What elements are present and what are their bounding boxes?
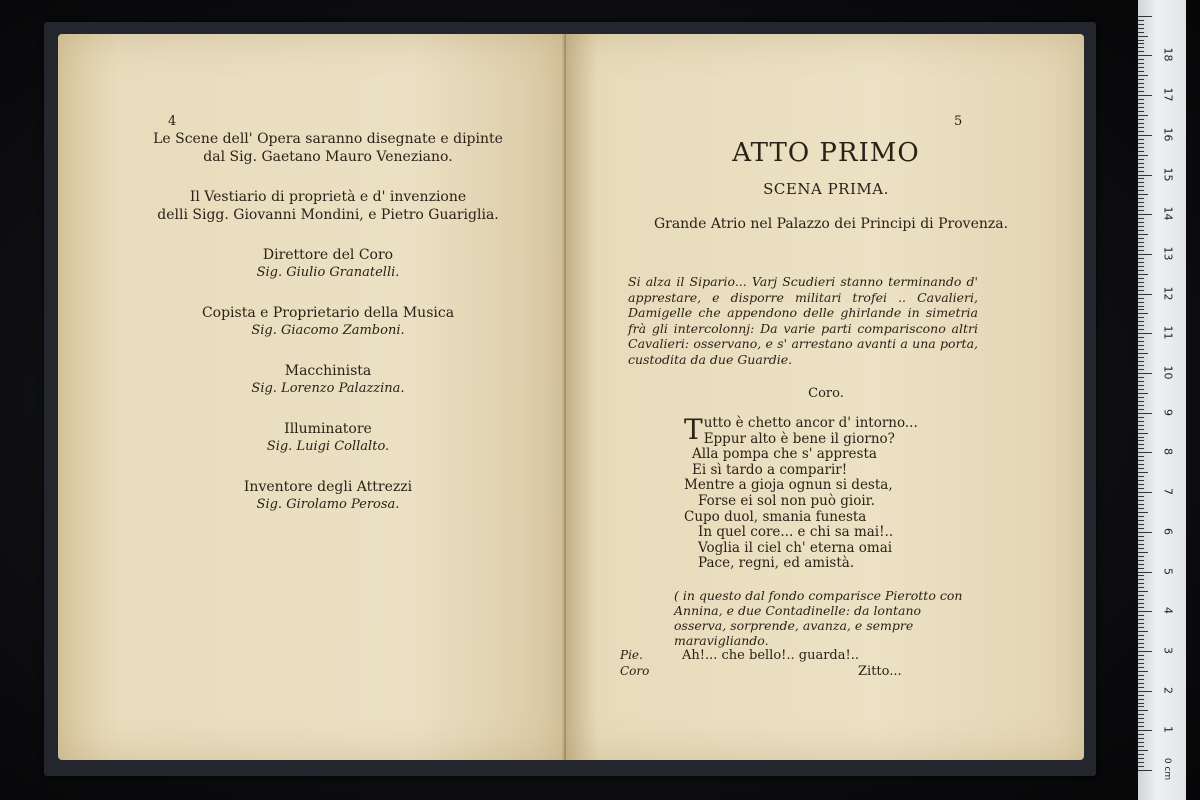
ruler-tick [1138, 532, 1152, 533]
verse-line: Mentre a gioja ognun si desta, [684, 477, 893, 494]
ruler-tick [1138, 139, 1144, 140]
ruler-tick [1138, 480, 1144, 481]
ruler-tick [1138, 595, 1144, 596]
credits-list [118, 130, 538, 536]
ruler-tick [1138, 599, 1144, 600]
ruler-tick [1138, 349, 1144, 350]
ruler-tick [1138, 413, 1152, 414]
credit-role: Direttore del Coro [262, 247, 394, 263]
credit-props [118, 478, 538, 514]
ruler-tick [1138, 452, 1152, 453]
right-page [566, 34, 1084, 760]
ruler-tick [1138, 575, 1144, 576]
ruler-tick [1138, 639, 1144, 640]
ruler-tick [1138, 512, 1148, 513]
ruler-tick [1138, 611, 1152, 612]
ruler-tick [1138, 214, 1152, 215]
ruler-tick [1138, 381, 1144, 382]
ruler-tick [1138, 71, 1144, 72]
ruler-tick [1138, 329, 1144, 330]
ruler-tick [1138, 699, 1144, 700]
credit-role: Le Scene dell' Opera saranno disegnate e dipinte [153, 131, 503, 147]
ruler-tick [1138, 667, 1144, 668]
right-page-number: 5 [954, 114, 963, 129]
ruler-tick [1138, 429, 1144, 430]
ruler-tick [1138, 703, 1144, 704]
ruler-tick [1138, 242, 1144, 243]
verse-line: Cupo duol, smania funesta [684, 508, 867, 525]
ruler-tick [1138, 143, 1144, 144]
credit-role: Inventore degli Attrezzi [243, 479, 413, 495]
ruler-number: 9 [1161, 408, 1175, 416]
ruler-tick [1138, 258, 1144, 259]
ruler-tick [1138, 147, 1144, 148]
ruler-tick [1138, 587, 1144, 588]
ruler-tick [1138, 198, 1144, 199]
ruler-tick [1138, 504, 1144, 505]
ruler-tick [1138, 206, 1144, 207]
ruler-tick [1138, 417, 1144, 418]
ruler-tick [1138, 631, 1148, 632]
ruler-tick [1138, 345, 1144, 346]
ruler-tick [1138, 524, 1144, 525]
ruler-number: 15 [1161, 167, 1175, 181]
ruler-tick [1138, 766, 1144, 767]
credit-costumes [118, 188, 538, 224]
credit-role: Copista e Proprietario della Musica [201, 305, 455, 321]
ruler-tick [1138, 528, 1144, 529]
ruler-tick [1138, 103, 1144, 104]
ruler-tick [1138, 500, 1144, 501]
ruler-tick [1138, 476, 1144, 477]
ruler-tick [1138, 734, 1144, 735]
ruler-tick [1138, 91, 1144, 92]
ruler-tick [1138, 560, 1144, 561]
ruler-tick [1138, 87, 1144, 88]
ruler-tick [1138, 468, 1144, 469]
ruler-tick [1138, 262, 1144, 263]
ruler-tick [1138, 583, 1144, 584]
ruler-tick [1138, 409, 1144, 410]
speaker-label: Pie. [620, 648, 643, 662]
ruler-tick [1138, 321, 1144, 322]
ruler-tick [1138, 520, 1144, 521]
ruler-tick [1138, 710, 1148, 711]
ruler-tick [1138, 615, 1144, 616]
ruler-number: 8 [1161, 448, 1175, 456]
ruler-tick [1138, 456, 1144, 457]
ruler-tick [1138, 627, 1144, 628]
ruler-tick [1138, 230, 1144, 231]
ruler-tick [1138, 671, 1148, 672]
ruler-number: 3 [1161, 646, 1175, 654]
ruler-tick [1138, 726, 1144, 727]
ruler-tick [1138, 290, 1144, 291]
verse-line: Voglia il ciel ch' eterna omai [698, 539, 893, 556]
ruler-tick [1138, 635, 1144, 636]
ruler-tick [1138, 460, 1144, 461]
ruler-tick [1138, 758, 1144, 759]
ruler-tick [1138, 714, 1144, 715]
ruler-tick [1138, 79, 1144, 80]
ruler-tick [1138, 754, 1144, 755]
ruler-number: 13 [1161, 246, 1175, 261]
ruler-tick [1138, 722, 1144, 723]
stage-direction: Si alza il Sipario... Varj Scudieri stanno terminando d' apprestare, e disporre militari trofei .. Cavalieri, Damigelle che appendono delle ghirlande in simetria frà gli intercolonnj: Da varie parti compariscono altri Cavalieri: osservano, e s' arrestano avanti a una porta, custodita da due Guardie. [628, 274, 978, 367]
ruler-tick [1138, 155, 1148, 156]
dialogue-line: Zitto... [858, 664, 902, 679]
act-title: ATTO PRIMO [732, 138, 920, 168]
speaker-label: Coro [620, 664, 650, 678]
credit-name: Sig. Giacomo Zamboni. [251, 323, 405, 338]
ruler-tick [1138, 444, 1144, 445]
ruler-tick [1138, 488, 1144, 489]
ruler-tick [1138, 317, 1144, 318]
ruler-tick [1138, 274, 1148, 275]
ruler-tick [1138, 572, 1152, 573]
ruler-tick [1138, 75, 1148, 76]
ruler-tick [1138, 333, 1152, 334]
ruler-tick [1138, 32, 1144, 33]
ruler-tick [1138, 135, 1152, 136]
ruler-tick [1138, 401, 1144, 402]
ruler-tick [1138, 619, 1144, 620]
ruler-tick [1138, 95, 1152, 96]
ruler-tick [1138, 313, 1148, 314]
ruler-tick [1138, 99, 1144, 100]
ruler-tick [1138, 175, 1152, 176]
verse-line: In quel core... e chi sa mai!.. [698, 524, 894, 541]
ruler-tick [1138, 591, 1148, 592]
verse-line: Pace, regni, ed amistà. [698, 555, 855, 572]
ruler-tick [1138, 294, 1152, 295]
ruler-tick [1138, 651, 1152, 652]
ruler-tick [1138, 163, 1144, 164]
ruler-tick [1138, 770, 1152, 771]
ruler-number: 2 [1161, 686, 1175, 694]
credit-role: Il Vestiario di proprietà e d' invenzione [189, 189, 467, 205]
ruler-tick [1138, 16, 1152, 17]
ruler-tick [1138, 568, 1144, 569]
ruler-tick [1138, 536, 1144, 537]
ruler-tick [1138, 623, 1144, 624]
scene-setting: Grande Atrio nel Palazzo dei Principi di Provenza. [653, 216, 1009, 232]
ruler-tick [1138, 254, 1152, 255]
ruler-number: 17 [1161, 87, 1175, 102]
ruler-tick [1138, 20, 1144, 21]
ruler-tick [1138, 663, 1144, 664]
ruler-tick [1138, 496, 1144, 497]
ruler-tick [1138, 373, 1152, 374]
ruler-tick [1138, 40, 1144, 41]
chorus-heading: Coro. [808, 386, 844, 401]
ruler-tick [1138, 762, 1144, 763]
ruler-tick [1138, 675, 1144, 676]
ruler-tick [1138, 309, 1144, 310]
ruler-tick [1138, 683, 1144, 684]
ruler-tick [1138, 131, 1144, 132]
ruler-tick [1138, 83, 1144, 84]
ruler-tick [1138, 127, 1144, 128]
verse-line: Alla pompa che s' appresta [692, 446, 877, 463]
ruler-tick [1138, 706, 1144, 707]
ruler-tick [1138, 492, 1152, 493]
ruler-tick [1138, 111, 1144, 112]
ruler-tick [1138, 377, 1144, 378]
ruler-tick [1138, 178, 1144, 179]
ruler-tick [1138, 51, 1144, 52]
drop-cap: T [684, 413, 703, 446]
ruler-tick [1138, 24, 1144, 25]
left-page [58, 34, 566, 760]
ruler-tick [1138, 730, 1152, 731]
parenthetical-direction: ( in questo dal fondo comparisce Pierotto con Annina, e due Contadinelle: da lontano osserva, sorprende, avanza, e sempre maravigliando. [674, 588, 963, 648]
credit-scene [118, 130, 538, 166]
ruler-tick [1138, 437, 1144, 438]
ruler-tick [1138, 405, 1144, 406]
ruler-unit: 0 cm [1162, 757, 1173, 781]
ruler-tick [1138, 679, 1144, 680]
ruler-tick [1138, 472, 1148, 473]
ruler-tick [1138, 365, 1144, 366]
chorus-verses [684, 413, 984, 572]
credit-role: Illuminatore [284, 421, 372, 437]
ruler-tick [1138, 579, 1144, 580]
credit-chorus-director [118, 246, 538, 282]
verse-line: utto è chetto ancor d' intorno... [703, 415, 918, 431]
ruler-tick [1138, 540, 1144, 541]
ruler-tick [1138, 306, 1144, 307]
ruler-tick [1138, 564, 1144, 565]
ruler-tick [1138, 516, 1144, 517]
ruler-tick [1138, 266, 1144, 267]
ruler-tick [1138, 448, 1144, 449]
ruler-tick [1138, 186, 1144, 187]
ruler-tick [1138, 603, 1144, 604]
ruler-tick [1138, 544, 1144, 545]
ruler-tick [1138, 226, 1144, 227]
ruler-tick [1138, 369, 1144, 370]
ruler-tick [1138, 556, 1144, 557]
ruler-tick [1138, 341, 1144, 342]
ruler-tick [1138, 63, 1144, 64]
ruler-number: 1 [1161, 726, 1175, 734]
ruler-tick [1138, 302, 1144, 303]
ruler-tick [1138, 250, 1144, 251]
ruler-number: 18 [1161, 47, 1175, 62]
ruler-tick [1138, 548, 1144, 549]
ruler-tick [1138, 190, 1144, 191]
ruler-tick [1138, 464, 1144, 465]
ruler-number: 16 [1161, 127, 1175, 142]
ruler-tick [1138, 218, 1144, 219]
ruler-tick [1138, 687, 1144, 688]
scene-title: SCENA PRIMA. [763, 180, 889, 198]
credit-name: Sig. Giulio Granatelli. [256, 265, 400, 280]
ruler-tick [1138, 282, 1144, 283]
ruler-tick [1138, 389, 1144, 390]
credit-machinist [118, 362, 538, 398]
ruler-number: 6 [1161, 527, 1175, 535]
ruler-tick [1138, 750, 1148, 751]
ruler-tick [1138, 270, 1144, 271]
ruler-tick [1138, 508, 1144, 509]
ruler-tick [1138, 107, 1144, 108]
verse-line: Forse ei sol non può gioir. [698, 492, 875, 509]
ruler-tick [1138, 286, 1144, 287]
ruler-tick [1138, 421, 1144, 422]
credit-name: dal Sig. Gaetano Mauro Veneziano. [203, 149, 453, 165]
ruler-tick [1138, 643, 1144, 644]
credit-copyist [118, 304, 538, 340]
ruler-tick [1138, 746, 1144, 747]
ruler-tick [1138, 159, 1144, 160]
ruler-tick [1138, 647, 1144, 648]
ruler-tick [1138, 695, 1144, 696]
ruler-tick [1138, 659, 1144, 660]
credit-name: Sig. Luigi Collalto. [266, 439, 390, 454]
ruler-tick [1138, 552, 1148, 553]
credit-name: Sig. Girolamo Perosa. [256, 497, 400, 512]
ruler-tick [1138, 115, 1148, 116]
ruler-tick [1138, 385, 1144, 386]
ruler-tick [1138, 425, 1144, 426]
ruler-tick [1138, 742, 1144, 743]
verse-line: Eppur alto è bene il giorno? [703, 430, 895, 447]
ruler-tick [1138, 278, 1144, 279]
ruler-number: 11 [1161, 325, 1175, 340]
ruler-tick [1138, 36, 1148, 37]
ruler-tick [1138, 325, 1144, 326]
ruler-tick [1138, 246, 1144, 247]
credit-name: Sig. Lorenzo Palazzina. [251, 381, 405, 396]
credit-lighting [118, 420, 538, 456]
ruler-tick [1138, 123, 1144, 124]
ruler-tick [1138, 357, 1144, 358]
ruler-tick [1138, 738, 1144, 739]
credit-role: Macchinista [284, 363, 372, 379]
ruler-tick [1138, 43, 1144, 44]
ruler-number: 4 [1161, 607, 1175, 615]
ruler-number: 5 [1161, 567, 1175, 575]
ruler-tick [1138, 298, 1144, 299]
ruler-tick [1138, 210, 1144, 211]
ruler-tick [1138, 182, 1144, 183]
ruler-tick [1138, 484, 1144, 485]
ruler-tick [1138, 393, 1148, 394]
ruler-tick [1138, 607, 1144, 608]
ruler-tick [1138, 337, 1144, 338]
ruler-tick [1138, 361, 1144, 362]
ruler-tick [1138, 397, 1144, 398]
dialogue-line: Ah!... che bello!.. guarda!.. [682, 648, 859, 663]
ruler-tick [1138, 655, 1144, 656]
ruler-tick [1138, 238, 1144, 239]
ruler-tick [1138, 353, 1148, 354]
ruler-tick [1138, 59, 1144, 60]
ruler-tick [1138, 691, 1152, 692]
ruler-tick [1138, 234, 1148, 235]
ruler-tick [1138, 47, 1144, 48]
ruler-tick [1138, 718, 1144, 719]
ruler-tick [1138, 167, 1144, 168]
ruler-tick [1138, 440, 1144, 441]
ruler-number: 12 [1161, 286, 1175, 301]
ruler-number: 14 [1161, 206, 1175, 221]
ruler-tick [1138, 171, 1144, 172]
ruler-number: 10 [1161, 365, 1175, 380]
measuring-ruler [1138, 0, 1186, 800]
verse-line: Ei sì tardo a comparir! [692, 461, 848, 478]
credit-name: delli Sigg. Giovanni Mondini, e Pietro Guariglia. [157, 207, 499, 223]
ruler-tick [1138, 55, 1152, 56]
ruler-tick [1138, 222, 1144, 223]
ruler-number: 7 [1161, 488, 1175, 496]
ruler-tick [1138, 151, 1144, 152]
ruler-tick [1138, 119, 1144, 120]
ruler-tick [1138, 202, 1144, 203]
ruler-tick [1138, 28, 1144, 29]
ruler-tick [1138, 194, 1148, 195]
ruler-tick [1138, 67, 1144, 68]
ruler-tick [1138, 433, 1148, 434]
left-page-number: 4 [168, 114, 177, 129]
